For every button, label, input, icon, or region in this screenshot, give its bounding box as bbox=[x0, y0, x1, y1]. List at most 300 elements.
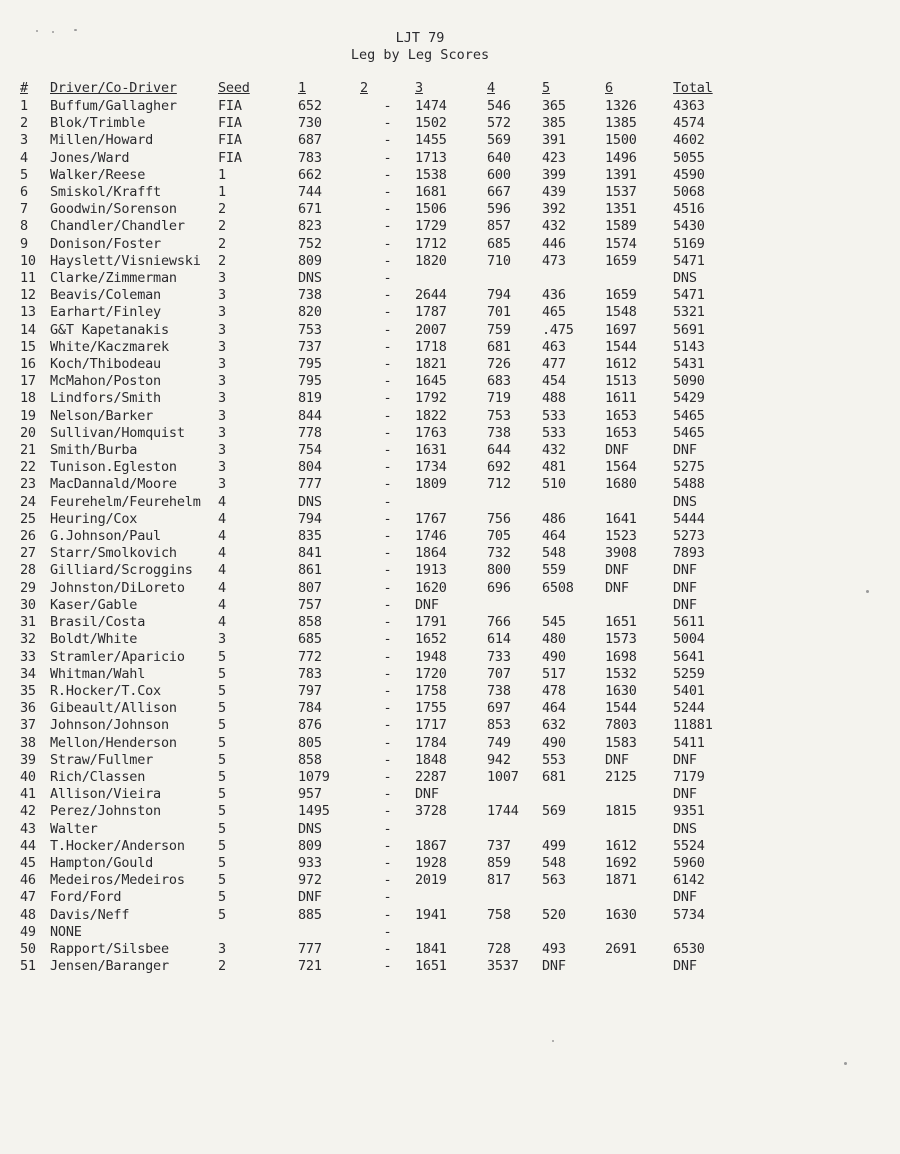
cell-total: 9351 bbox=[673, 803, 705, 820]
cell-seed: FIA bbox=[218, 149, 242, 166]
cell-total: 4602 bbox=[673, 132, 705, 149]
cell-seed: 2 bbox=[218, 201, 226, 218]
cell-l3: 1758 bbox=[415, 682, 447, 699]
cell-total: 5430 bbox=[673, 218, 705, 235]
cell-total: 7179 bbox=[673, 768, 705, 785]
cell-driver: Boldt/White bbox=[50, 631, 138, 648]
cell-driver: Feurehelm/Feurehelm bbox=[50, 493, 201, 510]
cell-total: 5465 bbox=[673, 424, 705, 441]
cell-l4: 719 bbox=[487, 390, 511, 407]
cell-l6: 1544 bbox=[605, 700, 637, 717]
cell-l3: 1538 bbox=[415, 166, 447, 183]
cell-l2: - bbox=[383, 424, 392, 441]
cell-num: 15 bbox=[20, 338, 36, 355]
cell-l2: - bbox=[383, 820, 392, 837]
cell-l6: 1583 bbox=[605, 734, 637, 751]
cell-total: 5524 bbox=[673, 837, 705, 854]
cell-l6: 1326 bbox=[605, 98, 637, 114]
cell-num: 3 bbox=[20, 132, 28, 149]
cell-l1: 783 bbox=[298, 665, 322, 682]
cell-total: DNF bbox=[673, 562, 697, 579]
cell-total: 5444 bbox=[673, 510, 705, 527]
cell-total: DNF bbox=[673, 442, 697, 459]
cell-total: 4516 bbox=[673, 201, 705, 218]
cell-l2: - bbox=[383, 476, 392, 493]
cell-l1: 752 bbox=[298, 235, 322, 252]
cell-l5: 439 bbox=[542, 184, 566, 201]
table-row bbox=[20, 958, 733, 975]
cell-driver: Walker/Reese bbox=[50, 166, 146, 183]
cell-l5: 681 bbox=[542, 768, 566, 785]
cell-total: 5055 bbox=[673, 149, 705, 166]
cell-l6 bbox=[605, 958, 673, 975]
table-row bbox=[20, 511, 733, 528]
table-row bbox=[20, 872, 733, 889]
cell-seed: 5 bbox=[218, 648, 226, 665]
cell-total: 5321 bbox=[673, 304, 705, 321]
cell-l4: 817 bbox=[487, 872, 511, 889]
table-row bbox=[20, 339, 733, 356]
cell-l1: 804 bbox=[298, 459, 322, 476]
cell-seed: 5 bbox=[218, 837, 226, 854]
cell-l4: 733 bbox=[487, 648, 511, 665]
cell-num: 6 bbox=[20, 184, 28, 201]
cell-l6: 1630 bbox=[605, 682, 637, 699]
cell-l1: 807 bbox=[298, 579, 322, 596]
cell-l6: 1697 bbox=[605, 321, 637, 338]
cell-driver: Goodwin/Sorenson bbox=[50, 201, 177, 218]
cell-seed: 1 bbox=[218, 166, 226, 183]
cell-driver: White/Kaczmarek bbox=[50, 338, 169, 355]
cell-driver: Whitman/Wahl bbox=[50, 665, 146, 682]
table-row bbox=[20, 562, 733, 579]
cell-l3: 1712 bbox=[415, 235, 447, 252]
cell-l4: 753 bbox=[487, 407, 511, 424]
header-driver: Driver/Co-Driver bbox=[50, 80, 177, 97]
cell-l1: 809 bbox=[298, 837, 322, 854]
table-row bbox=[20, 442, 733, 459]
cell-l3: 1913 bbox=[415, 562, 447, 579]
cell-driver: Johnson/Johnson bbox=[50, 717, 169, 734]
cell-l1: 783 bbox=[298, 149, 322, 166]
cell-l5: 533 bbox=[542, 424, 566, 441]
cell-l1: 972 bbox=[298, 872, 322, 889]
cell-num: 17 bbox=[20, 373, 36, 390]
cell-l6: 1548 bbox=[605, 304, 637, 321]
cell-l6 bbox=[605, 786, 673, 803]
cell-l5: 510 bbox=[542, 476, 566, 493]
cell-l5: 486 bbox=[542, 510, 566, 527]
cell-l3: 1821 bbox=[415, 356, 447, 373]
cell-l6: 1513 bbox=[605, 373, 637, 390]
cell-total: DNS bbox=[673, 270, 697, 287]
cell-seed: 3 bbox=[218, 287, 226, 304]
cell-l2: - bbox=[383, 786, 392, 803]
cell-l2: - bbox=[383, 545, 392, 562]
cell-driver: Jensen/Baranger bbox=[50, 958, 169, 975]
cell-seed: 4 bbox=[218, 510, 226, 527]
cell-seed: 3 bbox=[218, 304, 226, 321]
cell-l4: 707 bbox=[487, 665, 511, 682]
cell-seed: 1 bbox=[218, 184, 226, 201]
cell-l4: 859 bbox=[487, 854, 511, 871]
cell-l4: 726 bbox=[487, 356, 511, 373]
cell-l5 bbox=[542, 494, 605, 511]
cell-l5: 477 bbox=[542, 356, 566, 373]
cell-driver: Allison/Vieira bbox=[50, 786, 161, 803]
document-title: LJT 79 bbox=[395, 30, 445, 46]
cell-l2: - bbox=[383, 906, 392, 923]
cell-l1: 835 bbox=[298, 528, 322, 545]
cell-l4: 759 bbox=[487, 321, 511, 338]
cell-total: DNF bbox=[673, 596, 697, 613]
cell-l1: DNF bbox=[298, 889, 322, 906]
cell-num: 21 bbox=[20, 442, 36, 459]
cell-l5: 545 bbox=[542, 614, 566, 631]
cell-l1: 820 bbox=[298, 304, 322, 321]
cell-seed: FIA bbox=[218, 98, 242, 114]
table-row bbox=[20, 425, 733, 442]
cell-num: 34 bbox=[20, 665, 36, 682]
cell-l3: 1620 bbox=[415, 579, 447, 596]
cell-l5: 6508 bbox=[542, 579, 574, 596]
table-row bbox=[20, 786, 733, 803]
cell-l1: 861 bbox=[298, 562, 322, 579]
table-row bbox=[20, 838, 733, 855]
cell-l3: 1792 bbox=[415, 390, 447, 407]
cell-l2: - bbox=[383, 442, 392, 459]
cell-l2: - bbox=[383, 717, 392, 734]
cell-total: 5611 bbox=[673, 614, 705, 631]
cell-l5: 399 bbox=[542, 166, 566, 183]
cell-seed: 3 bbox=[218, 390, 226, 407]
cell-seed: 2 bbox=[218, 235, 226, 252]
table-row bbox=[20, 236, 733, 253]
cell-l5: 392 bbox=[542, 201, 566, 218]
cell-l1: 757 bbox=[298, 596, 322, 613]
cell-num: 24 bbox=[20, 493, 36, 510]
cell-total: 7893 bbox=[673, 545, 705, 562]
cell-driver: Gilliard/Scroggins bbox=[50, 562, 193, 579]
cell-l3: 1474 bbox=[415, 98, 447, 114]
cell-l3: 1455 bbox=[415, 132, 447, 149]
header-leg3: 3 bbox=[415, 80, 423, 97]
cell-num: 18 bbox=[20, 390, 36, 407]
cell-l6: DNF bbox=[605, 579, 629, 596]
cell-l4: 758 bbox=[487, 906, 511, 923]
cell-l3: 1720 bbox=[415, 665, 447, 682]
cell-driver: R.Hocker/T.Cox bbox=[50, 682, 161, 699]
cell-l6: 1680 bbox=[605, 476, 637, 493]
cell-total: 5004 bbox=[673, 631, 705, 648]
document-subtitle: Leg by Leg Scores bbox=[350, 47, 490, 63]
cell-l3: 2287 bbox=[415, 768, 447, 785]
cell-l2: - bbox=[383, 270, 392, 287]
cell-l2: - bbox=[383, 235, 392, 252]
cell-l3: DNF bbox=[415, 596, 439, 613]
cell-l6: 1532 bbox=[605, 665, 637, 682]
cell-l5: 432 bbox=[542, 442, 566, 459]
cell-l4: 749 bbox=[487, 734, 511, 751]
cell-l2: - bbox=[383, 958, 392, 975]
cell-num: 13 bbox=[20, 304, 36, 321]
header-leg2: 2 bbox=[360, 80, 368, 97]
cell-driver: Hayslett/Visniewski bbox=[50, 252, 201, 269]
cell-l2: - bbox=[383, 734, 392, 751]
cell-l6: 1630 bbox=[605, 906, 637, 923]
table-row bbox=[20, 167, 733, 184]
cell-l1: DNS bbox=[298, 493, 322, 510]
cell-l6 bbox=[605, 494, 673, 511]
cell-total: 5488 bbox=[673, 476, 705, 493]
cell-seed: 3 bbox=[218, 373, 226, 390]
cell-driver: Davis/Neff bbox=[50, 906, 130, 923]
cell-l3 bbox=[415, 924, 487, 941]
cell-l3: 1755 bbox=[415, 700, 447, 717]
cell-l1: 858 bbox=[298, 614, 322, 631]
cell-seed: 5 bbox=[218, 700, 226, 717]
cell-l5: 488 bbox=[542, 390, 566, 407]
cell-l4 bbox=[487, 889, 542, 906]
cell-l5: 464 bbox=[542, 700, 566, 717]
cell-l6: 1815 bbox=[605, 803, 637, 820]
cell-l5: 517 bbox=[542, 665, 566, 682]
cell-seed: 5 bbox=[218, 751, 226, 768]
cell-l3: 2644 bbox=[415, 287, 447, 304]
cell-seed: 4 bbox=[218, 528, 226, 545]
cell-l3: 1652 bbox=[415, 631, 447, 648]
cell-l2: - bbox=[383, 493, 392, 510]
cell-l2: - bbox=[383, 528, 392, 545]
cell-l3 bbox=[415, 889, 487, 906]
cell-l1: 819 bbox=[298, 390, 322, 407]
cell-l3: 3728 bbox=[415, 803, 447, 820]
cell-l4 bbox=[487, 597, 542, 614]
cell-seed: 4 bbox=[218, 545, 226, 562]
cell-l6: 1544 bbox=[605, 338, 637, 355]
cell-driver: Johnston/DiLoreto bbox=[50, 579, 185, 596]
cell-driver: Smiskol/Krafft bbox=[50, 184, 161, 201]
cell-l6: 1653 bbox=[605, 424, 637, 441]
cell-l6: 1692 bbox=[605, 854, 637, 871]
cell-seed: 5 bbox=[218, 665, 226, 682]
cell-l3: 1717 bbox=[415, 717, 447, 734]
cell-l3: 1948 bbox=[415, 648, 447, 665]
cell-l6: 1500 bbox=[605, 132, 637, 149]
cell-l5: 499 bbox=[542, 837, 566, 854]
header-leg5: 5 bbox=[542, 80, 550, 97]
cell-seed: 5 bbox=[218, 717, 226, 734]
cell-l2: - bbox=[383, 665, 392, 682]
cell-seed: 3 bbox=[218, 270, 226, 287]
cell-seed: 5 bbox=[218, 889, 226, 906]
cell-l5: 365 bbox=[542, 98, 566, 114]
cell-l4: 667 bbox=[487, 184, 511, 201]
cell-l3: 1822 bbox=[415, 407, 447, 424]
table-row bbox=[20, 528, 733, 545]
cell-l3: 1734 bbox=[415, 459, 447, 476]
cell-l5: 473 bbox=[542, 252, 566, 269]
cell-l4: 705 bbox=[487, 528, 511, 545]
cell-num: 14 bbox=[20, 321, 36, 338]
table-row bbox=[20, 270, 733, 287]
cell-num: 51 bbox=[20, 958, 36, 975]
cell-driver: Medeiros/Medeiros bbox=[50, 872, 185, 889]
cell-l4: 683 bbox=[487, 373, 511, 390]
cell-l2: - bbox=[383, 596, 392, 613]
cell-seed: 2 bbox=[218, 218, 226, 235]
cell-l1: 795 bbox=[298, 373, 322, 390]
cell-driver: McMahon/Poston bbox=[50, 373, 161, 390]
cell-num: 23 bbox=[20, 476, 36, 493]
cell-seed: 4 bbox=[218, 493, 226, 510]
cell-driver: Smith/Burba bbox=[50, 442, 138, 459]
cell-driver: Mellon/Henderson bbox=[50, 734, 177, 751]
cell-l2: - bbox=[383, 614, 392, 631]
cell-seed: 5 bbox=[218, 854, 226, 871]
table-row bbox=[20, 597, 733, 614]
cell-num: 45 bbox=[20, 854, 36, 871]
cell-seed: 3 bbox=[218, 321, 226, 338]
cell-total: DNS bbox=[673, 493, 697, 510]
cell-l1: 858 bbox=[298, 751, 322, 768]
cell-num: 11 bbox=[20, 270, 36, 287]
cell-num: 29 bbox=[20, 579, 36, 596]
cell-driver: Tunison.Egleston bbox=[50, 459, 177, 476]
cell-l4: 738 bbox=[487, 682, 511, 699]
cell-l1: 885 bbox=[298, 906, 322, 923]
cell-l2: - bbox=[383, 803, 392, 820]
cell-l2: - bbox=[383, 166, 392, 183]
cell-total: 5273 bbox=[673, 528, 705, 545]
cell-l3 bbox=[415, 494, 487, 511]
cell-num: 12 bbox=[20, 287, 36, 304]
cell-l1: 795 bbox=[298, 356, 322, 373]
cell-l6: 1523 bbox=[605, 528, 637, 545]
cell-l3: 1713 bbox=[415, 149, 447, 166]
cell-l4: 794 bbox=[487, 287, 511, 304]
cell-seed: 5 bbox=[218, 768, 226, 785]
cell-l1: 957 bbox=[298, 786, 322, 803]
cell-l6 bbox=[605, 270, 673, 287]
cell-l3 bbox=[415, 270, 487, 287]
cell-num: 44 bbox=[20, 837, 36, 854]
cell-l6: 1651 bbox=[605, 614, 637, 631]
cell-seed: 5 bbox=[218, 820, 226, 837]
cell-l4: 3537 bbox=[487, 958, 519, 975]
table-row bbox=[20, 700, 733, 717]
cell-seed: 3 bbox=[218, 940, 226, 957]
table-row bbox=[20, 98, 733, 115]
cell-l1: 671 bbox=[298, 201, 322, 218]
cell-num: 20 bbox=[20, 424, 36, 441]
cell-num: 37 bbox=[20, 717, 36, 734]
cell-l2: - bbox=[383, 751, 392, 768]
cell-l5: 465 bbox=[542, 304, 566, 321]
cell-l1: 784 bbox=[298, 700, 322, 717]
table-row bbox=[20, 356, 733, 373]
cell-l6: 1589 bbox=[605, 218, 637, 235]
cell-l4: 685 bbox=[487, 235, 511, 252]
cell-num: 4 bbox=[20, 149, 28, 166]
cell-l6 bbox=[605, 924, 673, 941]
cell-seed: 3 bbox=[218, 424, 226, 441]
cell-total: 5465 bbox=[673, 407, 705, 424]
cell-num: 22 bbox=[20, 459, 36, 476]
cell-num: 9 bbox=[20, 235, 28, 252]
cell-total: 5471 bbox=[673, 287, 705, 304]
cell-driver: Jones/Ward bbox=[50, 149, 130, 166]
paper-speck bbox=[74, 29, 77, 31]
cell-num: 1 bbox=[20, 98, 28, 114]
cell-l1: 777 bbox=[298, 940, 322, 957]
cell-l5: 548 bbox=[542, 854, 566, 871]
cell-num: 40 bbox=[20, 768, 36, 785]
cell-seed: FIA bbox=[218, 132, 242, 149]
cell-l5 bbox=[542, 270, 605, 287]
header-leg6: 6 bbox=[605, 80, 613, 97]
cell-seed: 3 bbox=[218, 407, 226, 424]
cell-seed: 4 bbox=[218, 614, 226, 631]
cell-l4: 853 bbox=[487, 717, 511, 734]
table-row bbox=[20, 683, 733, 700]
cell-l1: 876 bbox=[298, 717, 322, 734]
cell-l4: 710 bbox=[487, 252, 511, 269]
paper-speck bbox=[36, 30, 38, 32]
cell-l1: 777 bbox=[298, 476, 322, 493]
cell-num: 43 bbox=[20, 820, 36, 837]
cell-total bbox=[673, 924, 733, 941]
cell-seed: 2 bbox=[218, 252, 226, 269]
table-row bbox=[20, 201, 733, 218]
cell-num: 30 bbox=[20, 596, 36, 613]
cell-driver: Sullivan/Homquist bbox=[50, 424, 185, 441]
cell-total: 5244 bbox=[673, 700, 705, 717]
table-row bbox=[20, 649, 733, 666]
cell-l4: 692 bbox=[487, 459, 511, 476]
cell-l2: - bbox=[383, 768, 392, 785]
cell-l3: 1645 bbox=[415, 373, 447, 390]
cell-seed: FIA bbox=[218, 115, 242, 132]
cell-l2: - bbox=[383, 287, 392, 304]
table-row bbox=[20, 752, 733, 769]
header-leg1: 1 bbox=[298, 80, 306, 97]
table-row bbox=[20, 545, 733, 562]
cell-l4 bbox=[487, 786, 542, 803]
cell-num: 26 bbox=[20, 528, 36, 545]
cell-l4: 756 bbox=[487, 510, 511, 527]
cell-driver: Koch/Thibodeau bbox=[50, 356, 161, 373]
cell-l1: 730 bbox=[298, 115, 322, 132]
cell-total: 5691 bbox=[673, 321, 705, 338]
table-row bbox=[20, 408, 733, 425]
cell-driver: Clarke/Zimmerman bbox=[50, 270, 177, 287]
cell-l2: - bbox=[383, 682, 392, 699]
cell-l6: 1698 bbox=[605, 648, 637, 665]
table-row bbox=[20, 803, 733, 820]
cell-total: 5401 bbox=[673, 682, 705, 699]
cell-l2: - bbox=[383, 184, 392, 201]
cell-total: 5143 bbox=[673, 338, 705, 355]
cell-l1: 844 bbox=[298, 407, 322, 424]
cell-l1: 685 bbox=[298, 631, 322, 648]
cell-num: 48 bbox=[20, 906, 36, 923]
cell-l6: 3908 bbox=[605, 545, 637, 562]
cell-num: 8 bbox=[20, 218, 28, 235]
cell-l2: - bbox=[383, 648, 392, 665]
cell-l6: 1641 bbox=[605, 510, 637, 527]
cell-l4 bbox=[487, 821, 542, 838]
